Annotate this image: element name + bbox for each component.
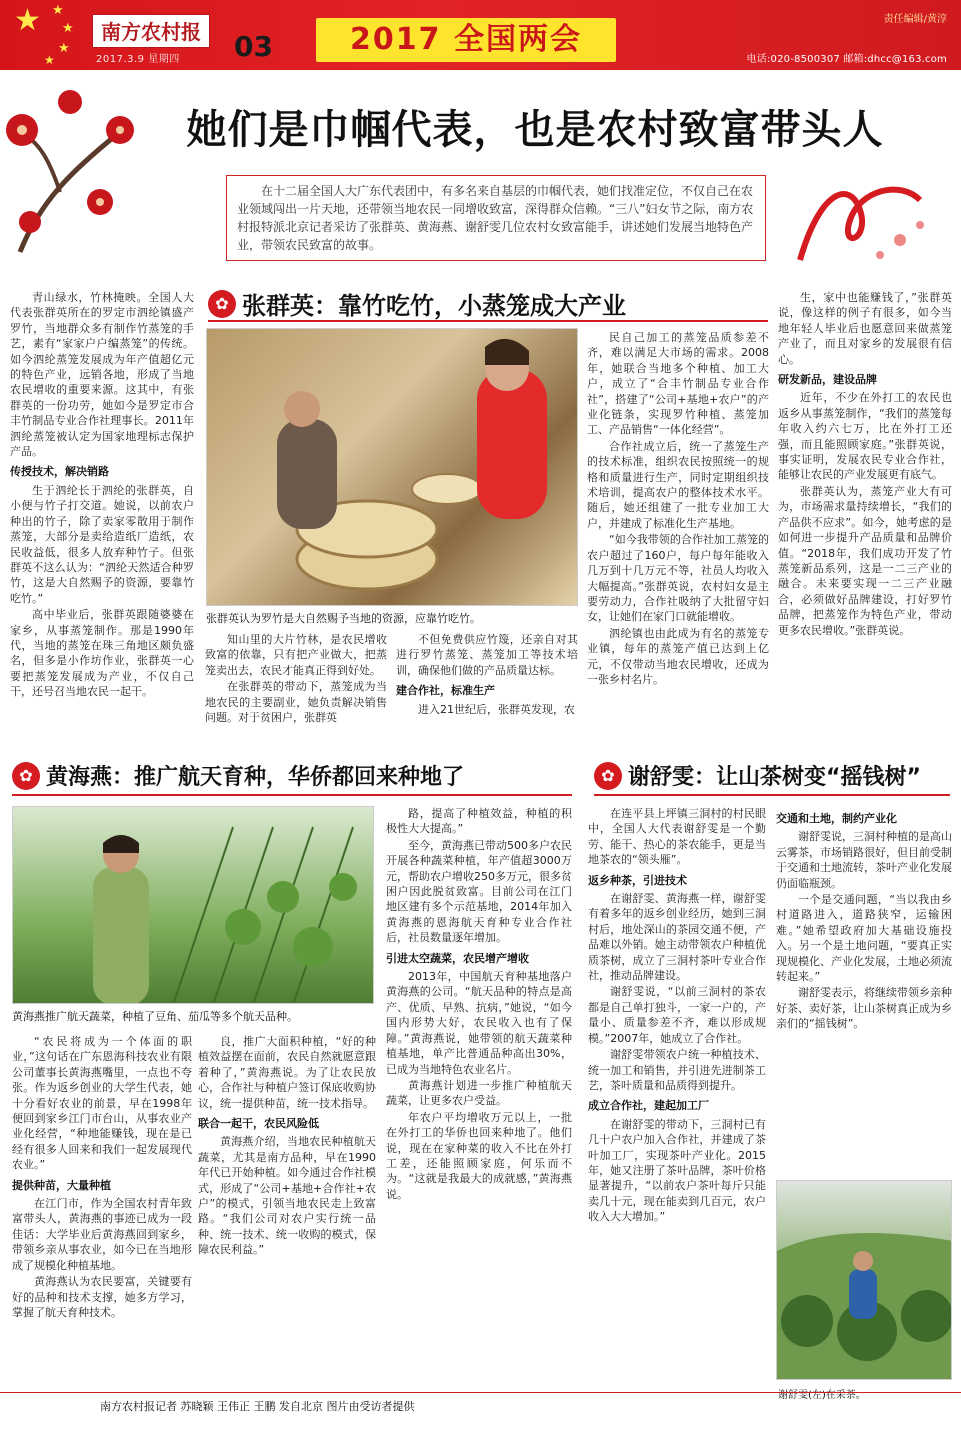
article-column (205, 632, 387, 732)
paragraph: 谢舒雯带领农户统一种植技术、统一加工和销售，并引进先进制茶工艺，茶叶质量和品质得到提升。 (588, 1048, 766, 1092)
paragraph: 生，家中也能赚钱了，”张群英说，像这样的例子有很多，如今当地年轻人毕业后也愿意回来做蒸笼产业了，而且对家乡的发展很有信心。 (778, 291, 952, 366)
section-title-text: 黄海燕：推广航天育种，华侨都回来种地了 (46, 765, 465, 790)
photo-illustration (777, 1181, 952, 1380)
section-rule (208, 320, 768, 322)
subheading: 联合一起干，农民风险低 (198, 1117, 319, 1131)
flower-badge-icon: ✿ (594, 762, 622, 790)
subheading: 提供种苗，大量种植 (12, 1178, 111, 1192)
reporter-byline: 南方农村报记者 苏晓颖 王伟正 王鹏 发自北京 图片由受访者提供 (100, 1400, 415, 1413)
section-banner-title: 2017 全国两会 (316, 18, 616, 62)
article-column (587, 330, 769, 730)
paragraph: 近年，不少在外打工的农民也返乡从事蒸笼制作，“我们的蒸笼每年收入约六七万，比在外打工还强，而且能照顾家庭。”张群英说，事实证明，发展农民专业合作社，能够让农民的产业发展更有底气。 (778, 391, 952, 482)
star-icon: ★ (58, 41, 70, 56)
paragraph: 进入21世纪后，张群英发现，农 (418, 702, 575, 716)
subheading: 引进太空蔬菜，农民增产增收 (386, 951, 529, 965)
paragraph: 一个是交通问题，“当以我由乡村道路进入，道路狭窄，运输困难。”她希望政府加大基础设施投入。另一个是土地问题，“要真正实现规模化、产业化发展，土地必须流转起来。” (776, 893, 952, 984)
paragraph: “如今我带领的合作社加工蒸笼的农户超过了160户，每户每年能收入几万到十几万元不等，社员人均收入大幅提高。”张群英说，农村妇女是主要劳动力，合作社吸纳了大批留守妇女，让她们在家门口就能增收。 (587, 533, 769, 624)
paragraph: 谢舒雯说，“以前三洞村的茶农都是自己单打独斗，一家一户的，产量小、质量参差不齐，难以形成规模。”2007年，她成立了合作社。 (588, 985, 766, 1045)
article-column (198, 1034, 376, 1386)
star-icon: ★ (52, 3, 64, 18)
section-rule (594, 794, 950, 796)
paragraph: 2013年，中国航天育种基地落户黄海燕的公司。“航天品种的特点是高产、优质、早熟、抗病，”她说，“如今国内形势大好，农民收入也有了保障。”黄海燕说，她带领的航天蔬菜种植基地，单产比普通品种高出30%，已成为当地特色农业名片。 (386, 970, 572, 1076)
kapok-flower-illustration (0, 72, 140, 262)
paragraph: 黄海燕介绍，当地农民种植航天蔬菜，尤其是南方品种，早在1990年代已开始种植。如今通过合作社模式，形成了“公司+基地+合作社+农户”的模式，引领当地农民走上致富路。“我们公司对农户实行统一品种、统一技术、统一收购的模式，保障农民利益。” (198, 1135, 376, 1257)
paragraph: 黄海燕认为农民要富，关键要有好的品种和技术支撑，她多方学习，掌握了航天育种技术。 (12, 1275, 192, 1319)
subheading: 交通和土地，制约产业化 (776, 812, 897, 825)
section-rule (12, 794, 572, 796)
paragraph: 年农户平均增收万元以上，一批在外打工的华侨也回来种地了。他们说，现在在家种菜的收入不比在外打工差，还能照顾家庭，何乐而不为。“这就是我最大的成就感，”黄海燕说。 (386, 1110, 572, 1201)
paragraph: 在连平县上坪镇三洞村的村民眼中，全国人大代表谢舒雯是一个勤劳、能干、热心的茶农能手，更是当地茶农的“领头雁”。 (588, 807, 766, 867)
photo-huang-haiyan (12, 806, 374, 1004)
article-column (588, 806, 766, 1386)
contact-info: 电话:020-8500307 邮箱:dhcc@163.com (746, 54, 947, 65)
paragraph: 在张群英的带动下，蒸笼成为当地农民的主要副业，她负责解决销售问题。对于贫困户，张群英 (205, 680, 387, 725)
photo-caption: 黄海燕推广航天蔬菜，种植了豆角、茄瓜等多个航天品种。 (12, 1010, 298, 1023)
editor-credit: 责任编辑/黄淳 (883, 14, 947, 25)
paragraph: 高中毕业后，张群英跟随婆婆在家乡，从事蒸笼制作。那是1990年代，当地的蒸笼在珠三角地区颇负盛名，但多是小作坊作业，张群英一心要把蒸笼发展成为产业，不仅自己干，还号召当地农民一起干。 (10, 608, 194, 699)
section-title-xie (594, 760, 921, 791)
article-column (10, 290, 194, 730)
paragraph: 在江门市，作为全国农村青年致富带头人，黄海燕的事迹已成为一段佳话：大学毕业后黄海燕回到家乡，带领乡亲从事农业，如今已在当地形成了规模化种植基地。 (12, 1197, 192, 1272)
flower-badge-icon: ✿ (208, 290, 236, 318)
paragraph: 生于泗纶长于泗纶的张群英，自小便与竹子打交道。她说，以前农户种出的竹子，除了卖家零散用于制作蒸笼，大部分是卖给造纸厂造纸，农民收益低，很多人放弃种竹子。但张群英不这么认为：“泗纶天然适合种罗竹，这是大自然赐予的资源，要靠竹吃竹。” (10, 483, 194, 605)
article-column (778, 290, 952, 730)
paragraph: 知山里的大片竹林，是农民增收致富的依靠，只有把产业做大，把蒸笼卖出去，农民才能真正得到好处。 (205, 633, 387, 677)
paragraph: 泗纶镇也由此成为有名的蒸笼专业镇，每年的蒸笼产值已达到上亿元，不仅带动当地农民增收，还成为一张乡村名片。 (587, 626, 769, 686)
star-icon: ★ (14, 3, 41, 38)
article-column (12, 1034, 192, 1386)
main-headline: 她们是巾帼代表，也是农村致富带头人 (186, 106, 884, 153)
paragraph: 青山绿水，竹林掩映。全国人大代表张群英所在的罗定市泗纶镇盛产罗竹，当地群众多有制作竹蒸笼的手艺，素有“家家户户编蒸笼”的传统。如今泗纶蒸笼发展成为年产值超亿元的特色产业，远销各地，形成了当地农民增收的重要来源。这其中，有张群英的一份功劳，她如今是罗定市合丰竹制品专业合作社理事长。2011年泗纶蒸笼被认定为国家地理标志保护产品。 (10, 291, 194, 459)
photo-illustration (13, 807, 374, 1004)
paragraph: 良，推广大面积种植，“好的种植效益摆在面前，农民自然就愿意跟着种了，”黄海燕说。为了让农民放心，合作社与种植户签订保底收购协议，统一提供种苗，统一技术指导。 (198, 1035, 376, 1110)
star-icon: ★ (44, 53, 55, 67)
subheading: 研发新品，建设品牌 (778, 373, 877, 387)
photo-xie-shuwen (776, 1180, 952, 1380)
subheading: 传授技术，解决销路 (10, 465, 109, 479)
paragraph: 在谢舒雯的带动下，三洞村已有几十户农户加入合作社，并建成了茶叶加工厂，实现茶叶产业化。2015年，她又注册了茶叶品牌，茶叶价格显著提升，“以前农户茶叶每斤只能卖几十元，现在能卖到几百元，农户收入大大增加。” (588, 1117, 766, 1224)
paragraph: 黄海燕计划进一步推广种植航天蔬菜，让更多农户受益。 (386, 1078, 572, 1108)
article-column (776, 806, 952, 1166)
newspaper-logo: 南方农村报 (92, 14, 210, 48)
issue-date: 2017.3.9 星期四 (96, 54, 180, 65)
paragraph: 谢舒雯说，三洞村种植的是高山云雾茶，市场销路很好，但目前受制于交通和土地流转，茶叶产业化发展仍面临瓶颈。 (776, 830, 952, 890)
section-title-zhang (208, 286, 626, 321)
star-icon: ★ (62, 21, 74, 36)
paragraph: 民自己加工的蒸笼品质参差不齐，难以满足大市场的需求。2008年，她联合当地多个种植、加工大户，成立了“合丰竹制品专业合作社”，搭建了“公司+基地+农户”的产业化链条，实现罗竹种植、蒸笼加工、产品销售“一体化经营”。 (587, 331, 769, 437)
photo-caption: 谢舒雯(左)在采茶。 (778, 1390, 866, 1401)
subheading: 成立合作社，建起加工厂 (588, 1099, 709, 1113)
paragraph: 在谢舒雯、黄海燕一样，谢舒雯有着多年的返乡创业经历，她到三洞村后，地处深山的茶园交通不便，产品难以外销。她主动带领农户种植优质茶树，成立了三洞村茶叶专业合作社，推动品牌建设。 (588, 892, 766, 983)
photo-zhang-qunying (206, 328, 578, 606)
section-title-text: 谢舒雯：让山茶树变“摇钱树” (628, 765, 921, 790)
header-banner (0, 0, 961, 70)
section-title-text: 张群英：靠竹吃竹，小蒸笼成大产业 (242, 292, 626, 320)
intro-paragraph: 在十二届全国人大广东代表团中，有多名来自基层的巾帼代表，她们找准定位，不仅自己在农业领域闯出一片天地，还带领当地农民一同增收致富，深得群众信赖。“三八”妇女节之际，南方农村报特派北京记者采访了张群英、黄海燕、谢舒雯几位农村女致富能手，讲述她们发展当地特色产业，带领农民致富的故事。 (226, 175, 766, 261)
paragraph: “农民将成为一个体面的职业，”这句话在广东恩海科技农业有限公司董事长黄海燕嘴里，一点也不夸张。作为返乡创业的大学生代表，她十分看好农业的前景，早在1998年便回到家乡江门市台山，从事农业产业化经营，“种地能赚钱，现在是已经有很多人回来和我们一起发展现代农业。” (12, 1035, 192, 1172)
paragraph: 合作社成立后，统一了蒸笼生产的技术标准，组织农民按照统一的规格和质量进行生产，同时定期组织技术培训，提高农户的整体技术水平。随后，她还组建了一批专业加工大户，并建成了标准化生产基地。 (587, 439, 769, 530)
flower-badge-icon: ✿ (12, 762, 40, 790)
paragraph: 至今，黄海燕已带动500多户农民开展各种蔬菜种植，年产值超3000万元，帮助农户增收250多万元，很多贫困户因此脱贫致富。目前公司在江门地区建有多个示范基地，2014年加入黄海燕的恩海航天育种专业合作社后，社员数量逐年增加。 (386, 838, 572, 945)
photo-caption: 张群英认为罗竹是大自然赐予当地的资源，应靠竹吃竹。 (206, 612, 481, 625)
subheading: 建合作社，标准生产 (396, 684, 495, 698)
article-column (386, 806, 572, 1386)
subheading: 返乡种茶，引进技术 (588, 873, 687, 887)
page-number: 03 (234, 30, 273, 63)
paragraph: 不但免费供应竹篾，还亲自对其进行罗竹蒸笼、蒸笼加工等技术培训，确保他们做的产品质量达标。 (396, 633, 578, 677)
ribbon-38-logo-icon (780, 170, 940, 270)
section-title-huang (12, 760, 464, 791)
paragraph: 路，提高了种植效益，种植的积极性大大提高。” (386, 807, 572, 836)
photo-illustration (207, 329, 578, 606)
paragraph: 张群英认为，蒸笼产业大有可为，市场需求量持续增长，“我们的产品供不应求”。如今，她考虑的是如何进一步提升产品质量和品牌价值。“2018年，我们成功开发了竹蒸笼新品系列，这是一二三产业的融合。未来要实现一二三产业融合，必须做好品牌建设，打好罗竹品牌，把蒸笼作为特色产业，带动更多农民增收。”张群英说。 (778, 484, 952, 637)
article-column (396, 632, 578, 732)
paragraph: 谢舒雯表示，将继续带领乡亲种好茶、卖好茶，让山茶树真正成为乡亲们的“摇钱树”。 (776, 986, 952, 1031)
